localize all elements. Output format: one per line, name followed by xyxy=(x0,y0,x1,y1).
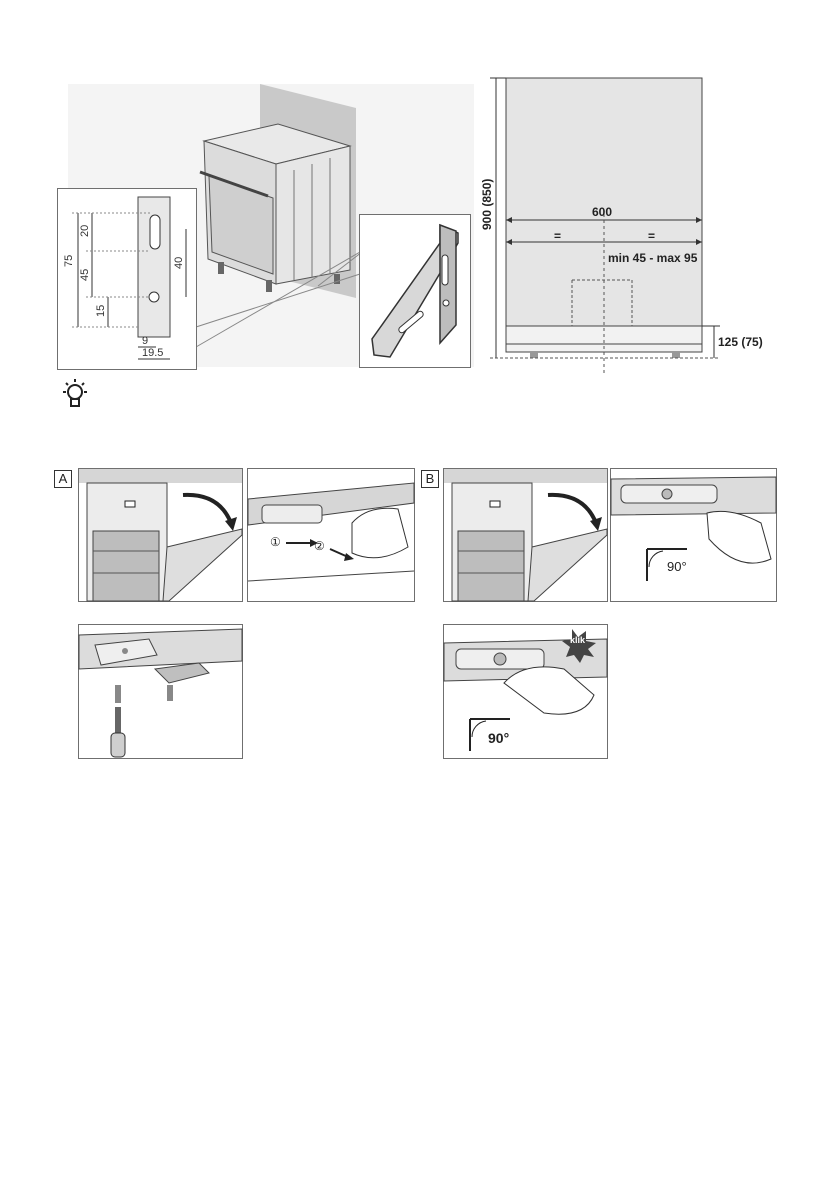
front-dimension-drawing xyxy=(482,74,772,374)
dim-equal-right: = xyxy=(648,229,656,243)
step-b-panel-2 xyxy=(610,468,777,602)
angle-label-2: 90° xyxy=(488,730,510,746)
step-a-panel-2 xyxy=(247,468,415,602)
dim-19-5: 19.5 xyxy=(142,347,164,359)
step-b-panel-3 xyxy=(443,624,608,759)
angle-label-1: 90° xyxy=(667,559,687,574)
front-dimension-figure xyxy=(482,74,772,374)
bracket-drawing xyxy=(360,215,470,367)
bracket-dimension-drawing xyxy=(58,189,196,369)
dim-20: 20 xyxy=(79,224,91,237)
bracket-dimension-inset xyxy=(57,188,197,370)
step-a-oven-drawing xyxy=(79,469,242,601)
lightbulb-icon xyxy=(58,377,92,411)
dim-gap: min 45 - max 95 xyxy=(608,251,698,265)
step-2-marker: ② xyxy=(314,539,325,553)
dim-equal-left: = xyxy=(554,229,562,243)
step-a-label: A xyxy=(54,470,72,488)
dim-width: 600 xyxy=(592,205,613,219)
step-b-panel-1 xyxy=(443,468,608,602)
step-a-panel-3 xyxy=(78,624,243,759)
step-a-panel-1 xyxy=(78,468,243,602)
dim-15: 15 xyxy=(95,304,107,317)
step-b-oven-drawing xyxy=(444,469,607,601)
dim-75: 75 xyxy=(63,254,75,267)
dim-height: 900 (850) xyxy=(480,178,494,230)
step-1-marker: ① xyxy=(270,535,281,549)
step-a-screw-drawing xyxy=(79,625,242,758)
dim-40: 40 xyxy=(173,256,185,269)
dim-45: 45 xyxy=(79,268,91,281)
step-b-label: B xyxy=(421,470,439,488)
klik-badge: klik xyxy=(570,635,586,645)
dim-plinth: 125 (75) xyxy=(718,335,763,349)
step-b-bracket-drawing xyxy=(611,469,776,601)
bracket-inset xyxy=(359,214,471,368)
dim-9: 9 xyxy=(142,335,149,347)
